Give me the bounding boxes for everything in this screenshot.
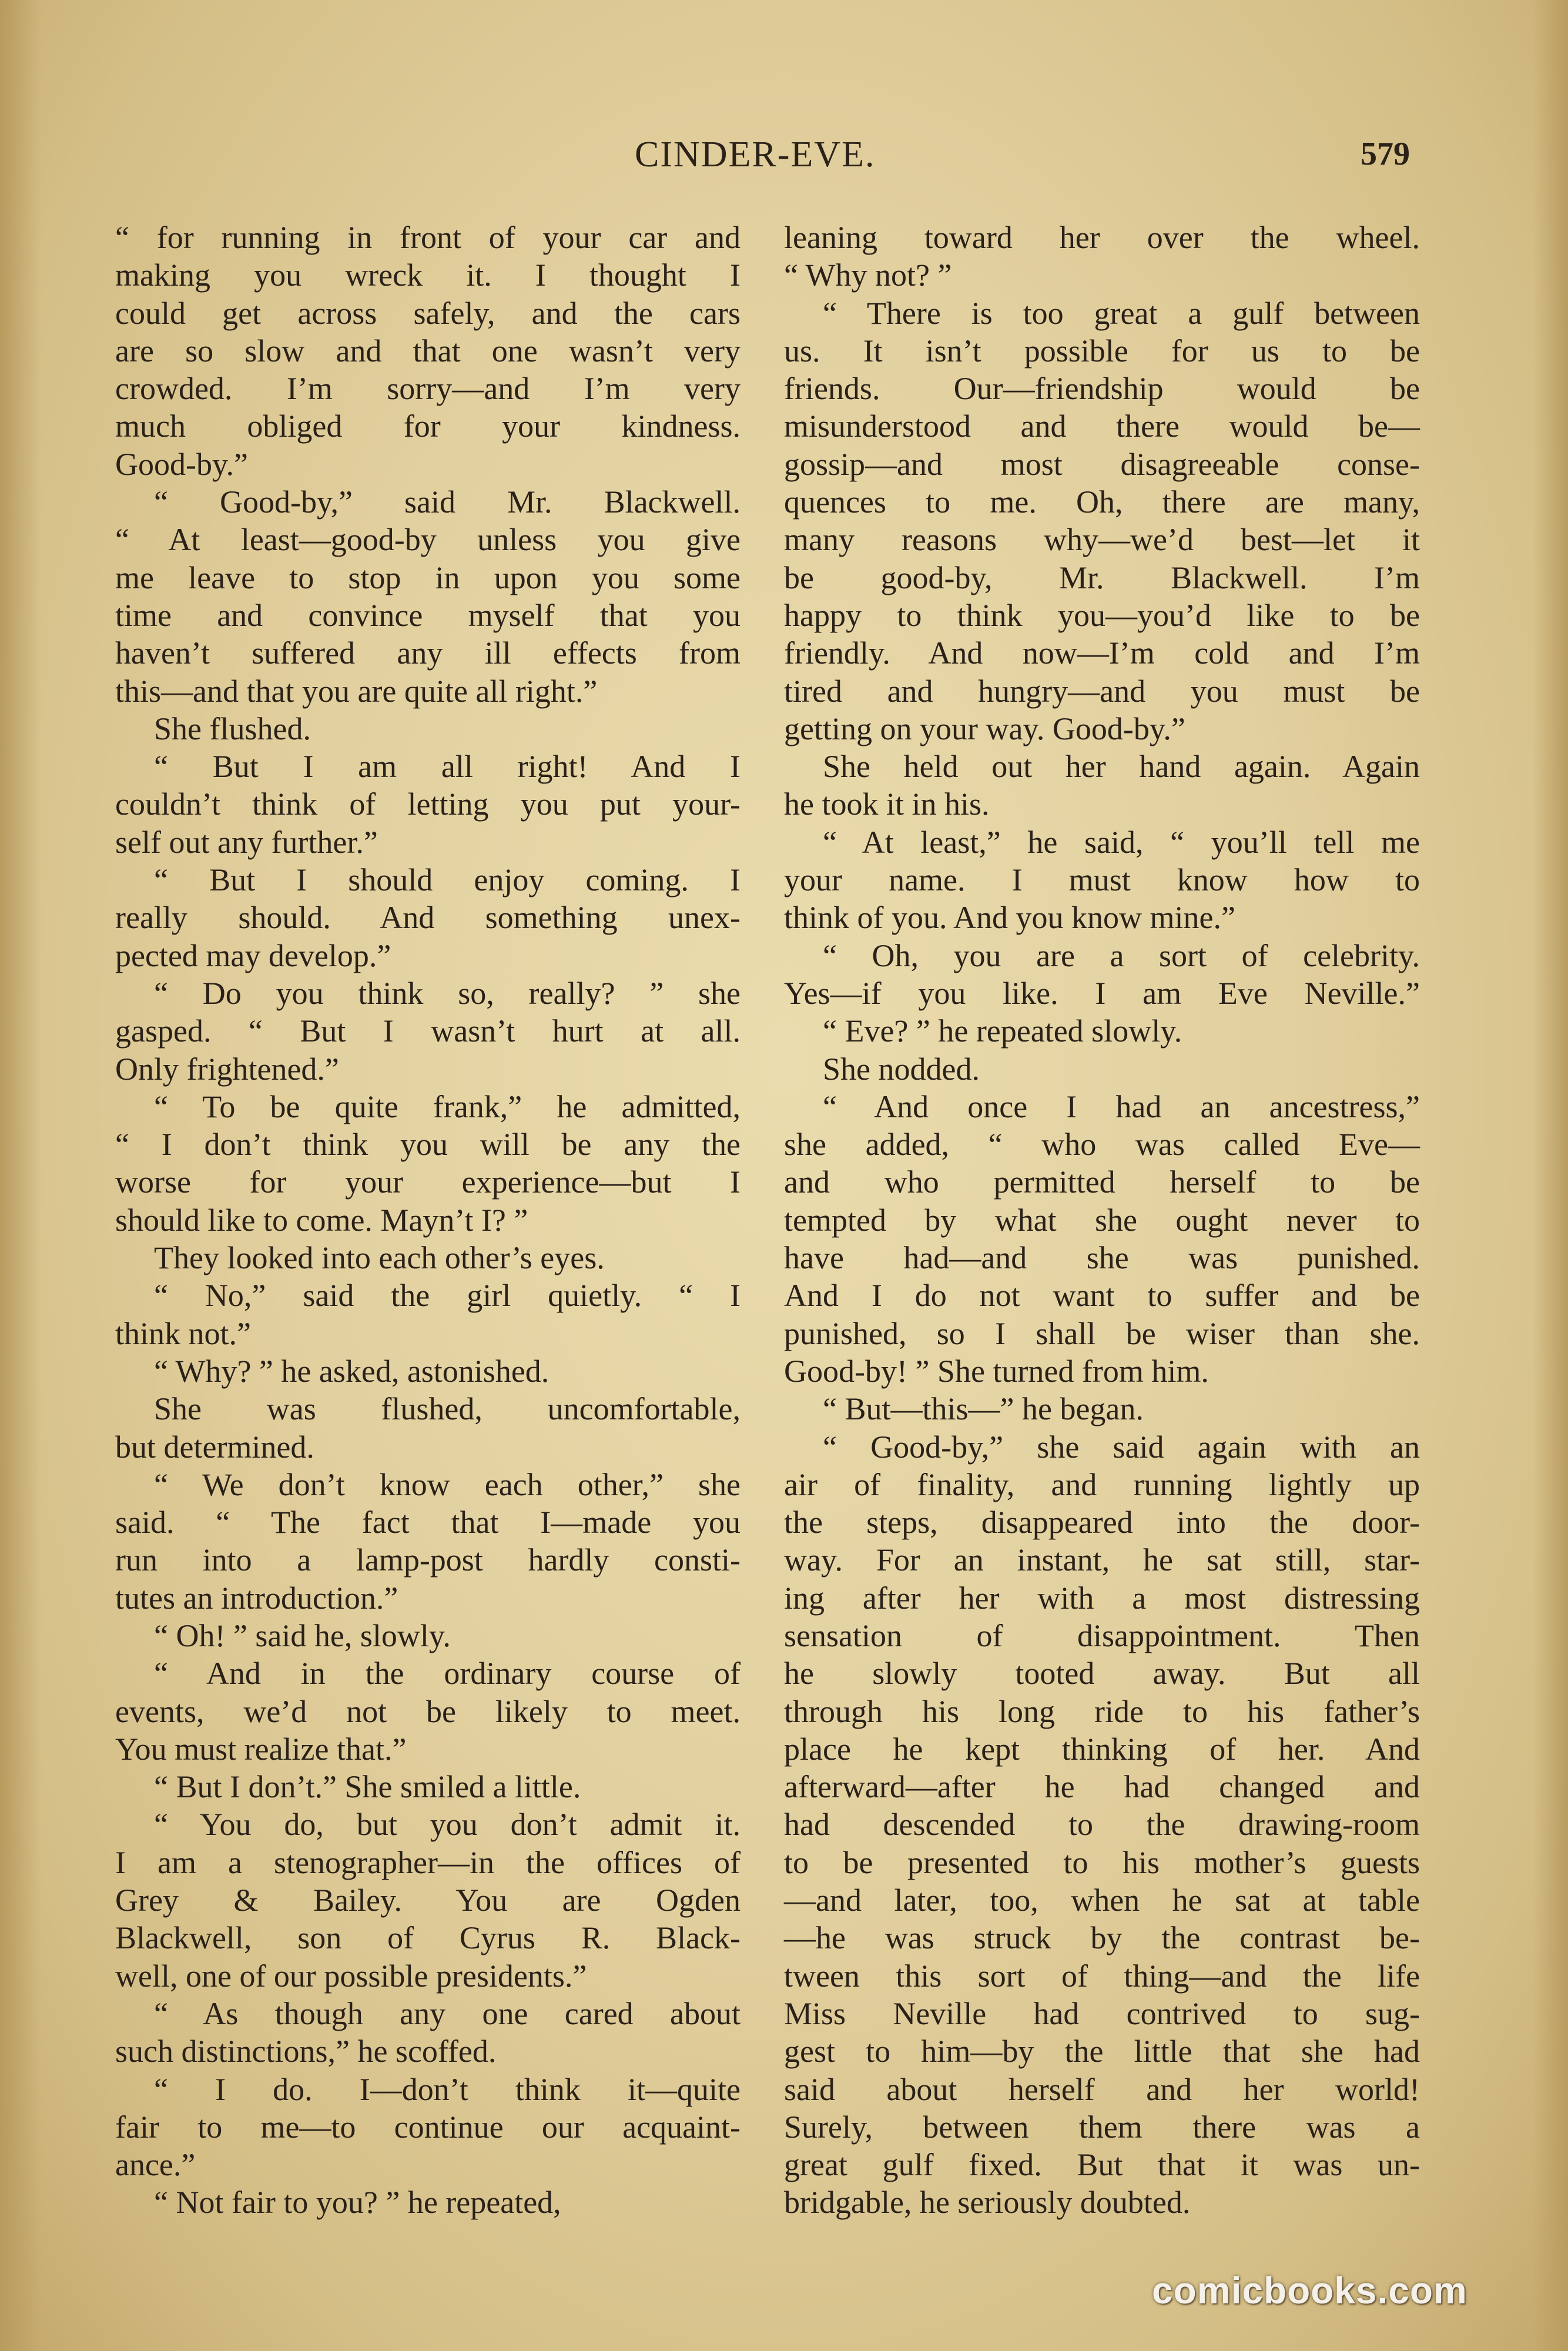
text-line: tempted by what she ought never to bbox=[784, 1202, 1420, 1238]
text-line: “ But I should enjoy coming. I bbox=[154, 862, 741, 898]
text-line: tired and hungry—and you must be bbox=[784, 673, 1420, 709]
text-line: great gulf fixed. But that it was un- bbox=[784, 2147, 1420, 2183]
text-line: could get across safely, and the cars bbox=[115, 295, 741, 331]
text-line: —and later, too, when he sat at table bbox=[784, 1883, 1420, 1918]
text-line: She held out her hand again. Again bbox=[823, 749, 1420, 785]
text-column-left bbox=[115, 219, 741, 2222]
text-line: They looked into each other’s eyes. bbox=[154, 1240, 605, 1276]
text-line: “ Eve? ” he repeated slowly. bbox=[823, 1013, 1182, 1049]
text-line: You must realize that.” bbox=[115, 1731, 407, 1767]
text-line: afterward—after he had changed and bbox=[784, 1769, 1420, 1805]
text-line: Yes—if you like. I am Eve Neville.” bbox=[784, 975, 1420, 1011]
text-line: us. It isn’t possible for us to be bbox=[784, 333, 1420, 369]
text-line: had descended to the drawing-room bbox=[784, 1807, 1420, 1843]
text-line: She flushed. bbox=[154, 711, 311, 746]
text-line: “ But—this—” he began. bbox=[823, 1391, 1144, 1427]
page-shadow-right bbox=[1533, 0, 1568, 2351]
text-line: “ To be quite frank,” he admitted, bbox=[154, 1089, 741, 1124]
text-line: Grey & Bailey. You are Ogden bbox=[115, 1883, 741, 1918]
text-line: I am a stenographer—in the offices of bbox=[115, 1844, 741, 1880]
text-line: “ As though any one cared about bbox=[154, 1995, 741, 2031]
text-line: your name. I must know how to bbox=[784, 862, 1420, 898]
text-line: “ No,” said the girl quietly. “ I bbox=[154, 1278, 741, 1314]
text-line: should like to come. Mayn’t I? ” bbox=[115, 1202, 528, 1238]
text-line: said about herself and her world! bbox=[784, 2071, 1420, 2107]
text-line: to be presented to his mother’s guests bbox=[784, 1844, 1420, 1880]
text-line: time and convince myself that you bbox=[115, 597, 741, 633]
text-line: “ Why not? ” bbox=[784, 257, 952, 293]
text-line: sensation of disappointment. Then bbox=[784, 1617, 1420, 1653]
text-line: bridgable, he seriously doubted. bbox=[784, 2185, 1191, 2221]
text-line: such distinctions,” he scoffed. bbox=[115, 2034, 497, 2069]
text-line: —he was struck by the contrast be- bbox=[784, 1920, 1420, 1956]
text-line: way. For an instant, he sat still, star- bbox=[784, 1542, 1420, 1578]
page-shadow-left bbox=[0, 0, 41, 2351]
text-line: She was flushed, uncomfortable, bbox=[154, 1391, 741, 1427]
text-line: “ for running in front of your car and bbox=[115, 220, 741, 255]
text-line: ance.” bbox=[115, 2147, 196, 2183]
text-line: “ We don’t know each other,” she bbox=[154, 1466, 741, 1502]
text-line: she added, “ who was called Eve— bbox=[784, 1127, 1420, 1163]
text-line: “ And once I had an ancestress,” bbox=[823, 1089, 1420, 1124]
text-line: but determined. bbox=[115, 1429, 314, 1465]
text-line: Miss Neville had contrived to sug- bbox=[784, 1995, 1420, 2031]
text-line: haven’t suffered any ill effects from bbox=[115, 635, 741, 671]
text-line: Blackwell, son of Cyrus R. Black- bbox=[115, 1920, 741, 1956]
text-line: “ At least,” he said, “ you’ll tell me bbox=[823, 824, 1420, 860]
text-line: he took it in his. bbox=[784, 786, 990, 822]
text-line: Only frightened.” bbox=[115, 1051, 339, 1087]
text-line: tutes an introduction.” bbox=[115, 1580, 398, 1616]
page-number: 579 bbox=[1361, 136, 1410, 172]
text-column-right bbox=[784, 219, 1420, 2222]
text-line: misunderstood and there would be— bbox=[784, 408, 1420, 444]
text-line: are so slow and that one wasn’t very bbox=[115, 333, 741, 369]
text-line: and who permitted herself to be bbox=[784, 1164, 1420, 1200]
text-line: Good-by! ” She turned from him. bbox=[784, 1353, 1209, 1389]
text-line: pected may develop.” bbox=[115, 937, 391, 973]
text-line: the steps, disappeared into the door- bbox=[784, 1505, 1420, 1540]
text-line: ing after her with a most distressing bbox=[784, 1580, 1420, 1616]
text-line: he slowly tooted away. But all bbox=[784, 1656, 1420, 1692]
text-line: “ I don’t think you will be any the bbox=[115, 1127, 741, 1163]
text-line: well, one of our possible presidents.” bbox=[115, 1958, 587, 1994]
text-line: “ And in the ordinary course of bbox=[154, 1656, 741, 1692]
text-line: through his long ride to his father’s bbox=[784, 1693, 1420, 1729]
text-line: events, we’d not be likely to meet. bbox=[115, 1693, 741, 1729]
text-line: run into a lamp-post hardly consti- bbox=[115, 1542, 741, 1578]
text-line: self out any further.” bbox=[115, 824, 378, 860]
text-line: be good-by, Mr. Blackwell. I’m bbox=[784, 560, 1420, 595]
text-line: making you wreck it. I thought I bbox=[115, 257, 741, 293]
text-line: “ I do. I—don’t think it—quite bbox=[154, 2071, 741, 2107]
text-line: And I do not want to suffer and be bbox=[784, 1278, 1420, 1314]
text-line: fair to me—to continue our acquaint- bbox=[115, 2109, 741, 2145]
text-line: “ Do you think so, really? ” she bbox=[154, 975, 741, 1011]
page-header bbox=[0, 134, 1568, 181]
text-line: crowded. I’m sorry—and I’m very bbox=[115, 371, 741, 407]
text-line: worse for your experience—but I bbox=[115, 1164, 741, 1200]
text-line: gossip—and most disagreeable conse- bbox=[784, 446, 1420, 482]
text-line: tween this sort of thing—and the life bbox=[784, 1958, 1420, 1994]
text-line: happy to think you—you’d like to be bbox=[784, 597, 1420, 633]
text-line: have had—and she was punished. bbox=[784, 1240, 1420, 1276]
text-line: me leave to stop in upon you some bbox=[115, 560, 741, 595]
text-line: said. “ The fact that I—made you bbox=[115, 1505, 741, 1540]
text-line: air of finality, and running lightly up bbox=[784, 1466, 1420, 1502]
text-line: really should. And something unex- bbox=[115, 900, 741, 936]
text-line: couldn’t think of letting you put your- bbox=[115, 786, 741, 822]
text-line: “ Oh, you are a sort of celebrity. bbox=[823, 937, 1420, 973]
text-line: much obliged for your kindness. bbox=[115, 408, 741, 444]
text-line: Good-by.” bbox=[115, 446, 248, 482]
text-line: leaning toward her over the wheel. bbox=[784, 220, 1420, 255]
text-line: gasped. “ But I wasn’t hurt at all. bbox=[115, 1013, 741, 1049]
text-line: “ Not fair to you? ” he repeated, bbox=[154, 2185, 561, 2221]
text-line: getting on your way. Good-by.” bbox=[784, 711, 1185, 746]
text-line: many reasons why—we’d best—let it bbox=[784, 522, 1420, 558]
text-line: She nodded. bbox=[823, 1051, 980, 1087]
text-line: “ Oh! ” said he, slowly. bbox=[154, 1617, 451, 1653]
watermark: comicbooks.com bbox=[1152, 2269, 1468, 2312]
text-line: friendly. And now—I’m cold and I’m bbox=[784, 635, 1420, 671]
text-line: Surely, between them there was a bbox=[784, 2109, 1420, 2145]
text-line: punished, so I shall be wiser than she. bbox=[784, 1315, 1420, 1351]
text-line: “ At least—good-by unless you give bbox=[115, 522, 741, 558]
text-line: place he kept thinking of her. And bbox=[784, 1731, 1420, 1767]
text-line: “ Good-by,” said Mr. Blackwell. bbox=[154, 484, 741, 520]
text-line: friends. Our—friendship would be bbox=[784, 371, 1420, 407]
text-line: “ But I am all right! And I bbox=[154, 749, 741, 785]
text-line: think not.” bbox=[115, 1315, 251, 1351]
running-title: CINDER-EVE. bbox=[635, 135, 876, 175]
text-line: gest to him—by the little that she had bbox=[784, 2034, 1420, 2069]
text-line: “ You do, but you don’t admit it. bbox=[154, 1807, 741, 1843]
text-line: “ There is too great a gulf between bbox=[823, 295, 1420, 331]
text-line: “ Why? ” he asked, astonished. bbox=[154, 1353, 550, 1389]
text-line: think of you. And you know mine.” bbox=[784, 900, 1235, 936]
text-line: this—and that you are quite all right.” bbox=[115, 673, 598, 709]
text-line: quences to me. Oh, there are many, bbox=[784, 484, 1420, 520]
text-line: “ But I don’t.” She smiled a little. bbox=[154, 1769, 581, 1805]
text-line: “ Good-by,” she said again with an bbox=[823, 1429, 1420, 1465]
